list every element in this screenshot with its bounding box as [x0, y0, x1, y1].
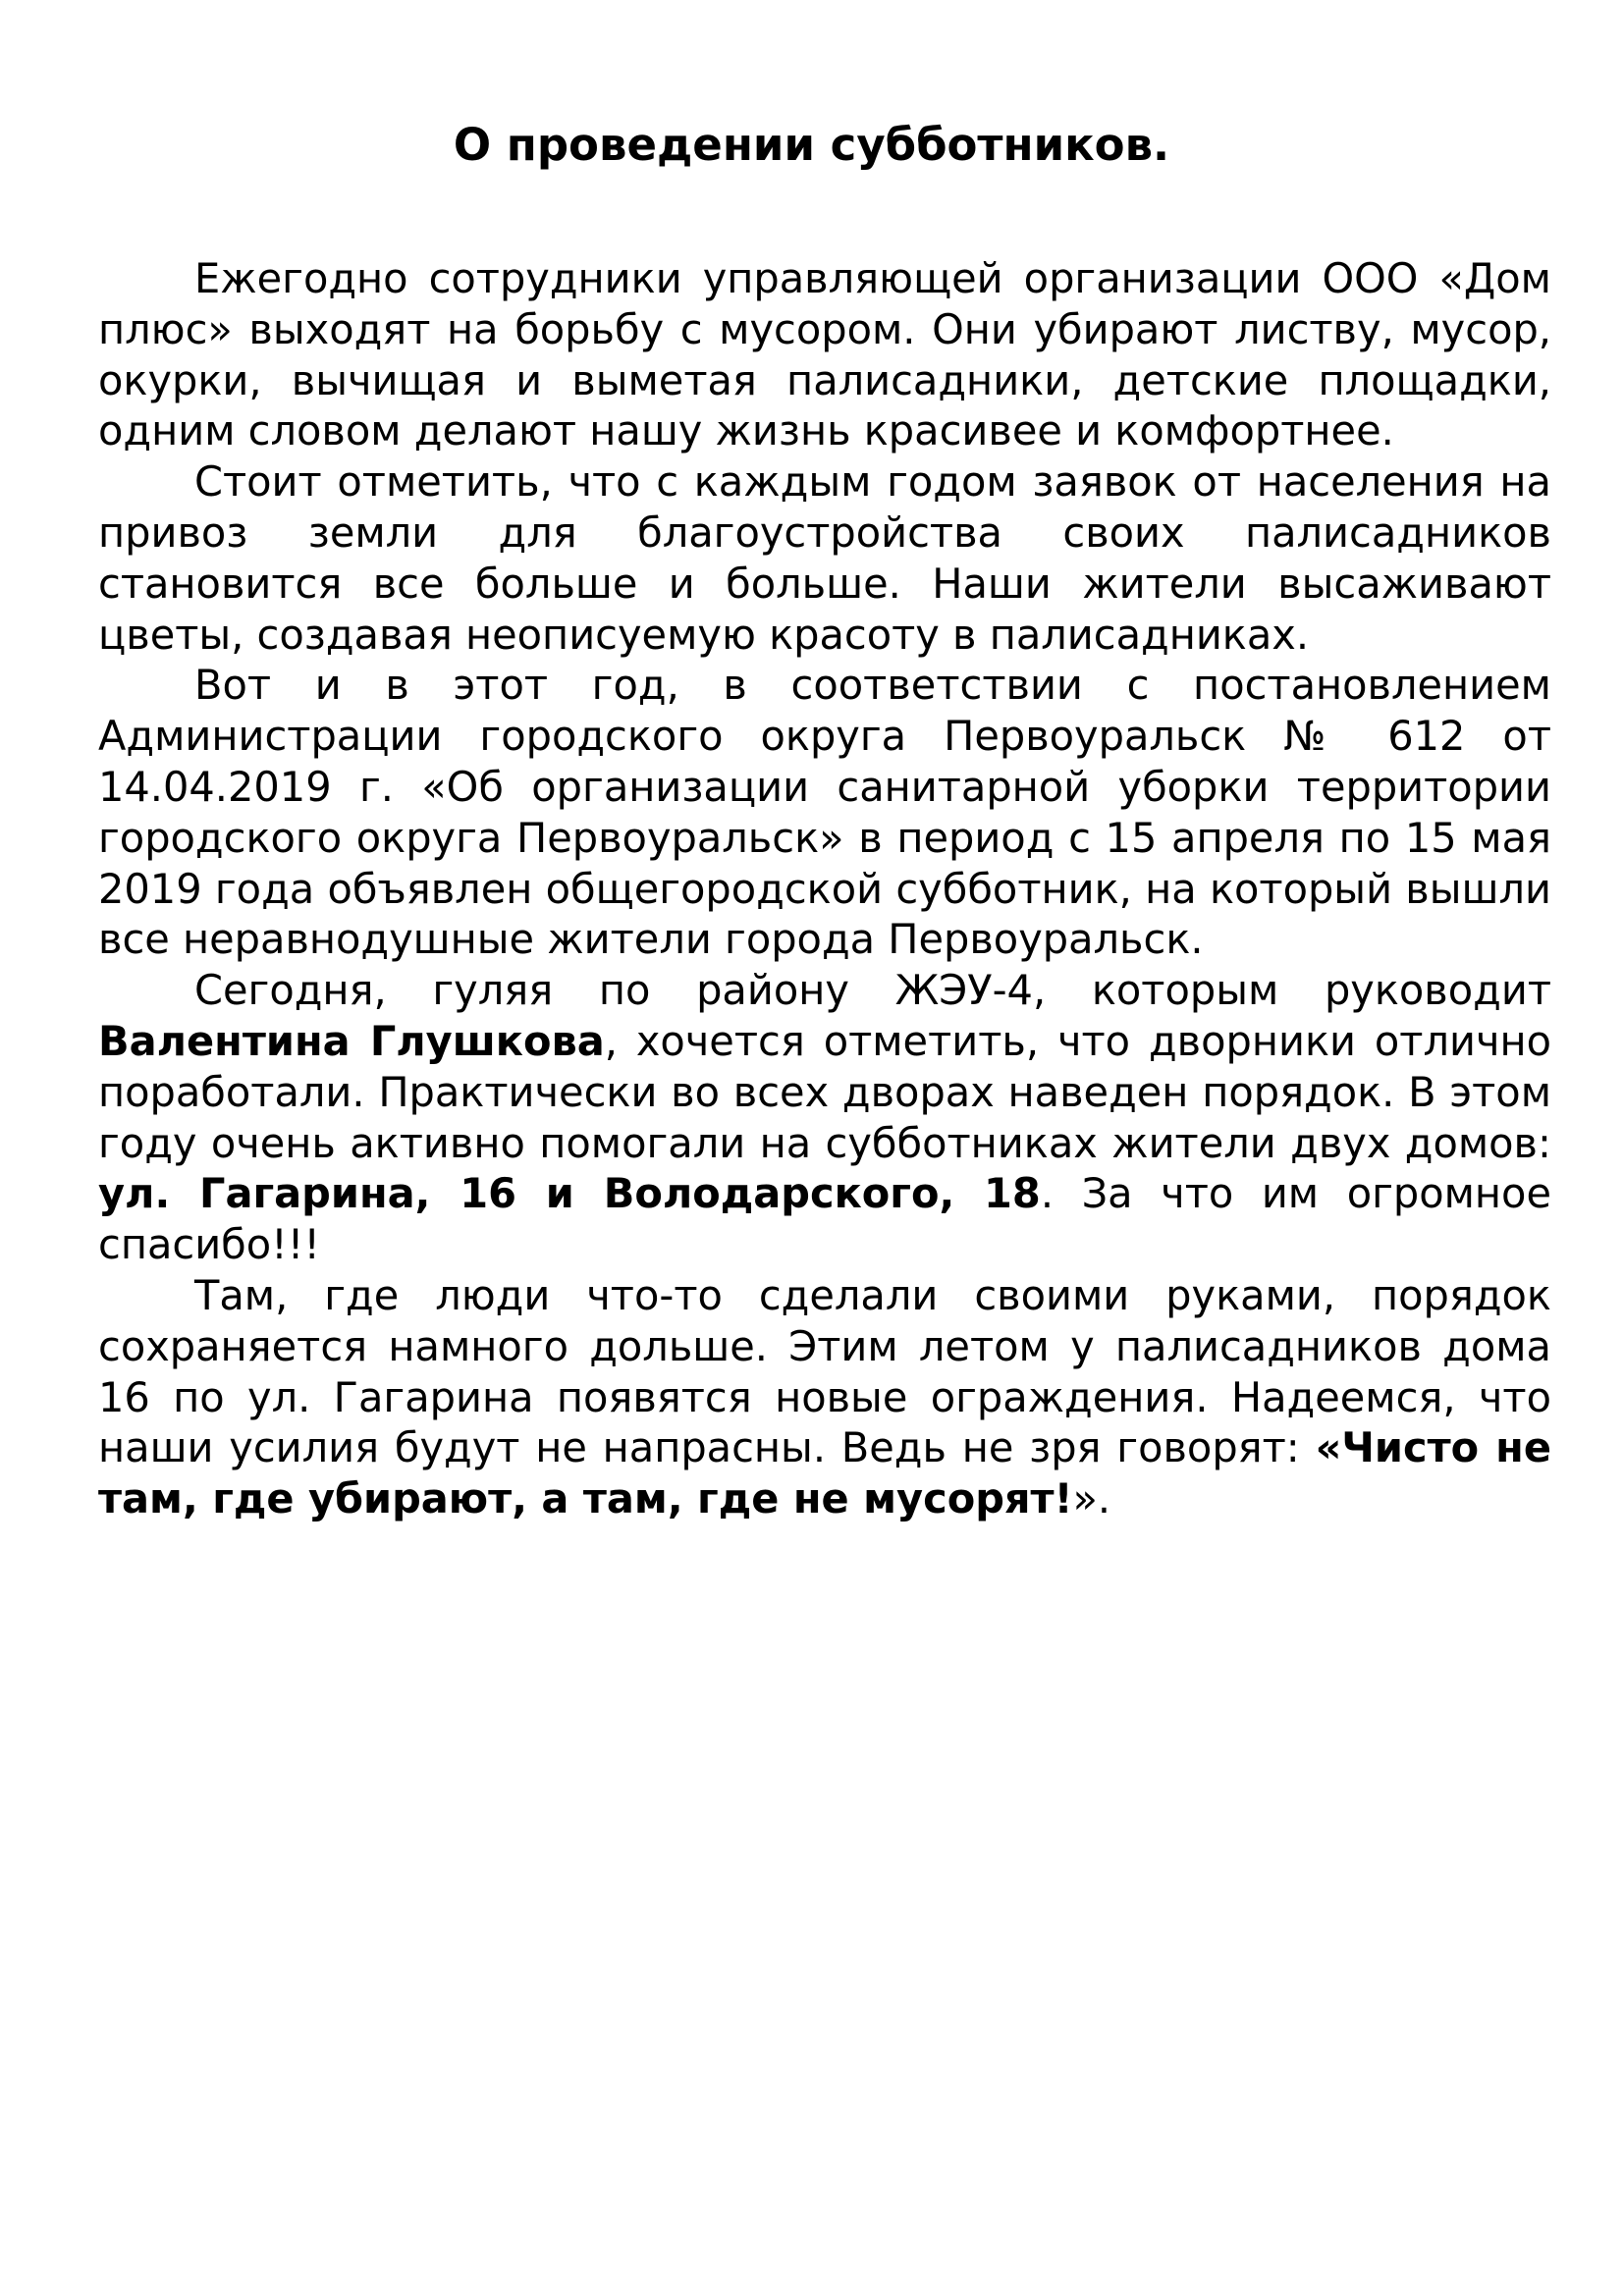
paragraph-4	[98, 965, 1551, 1270]
paragraph-5	[98, 1270, 1551, 1524]
addresses: ул. Гагарина, 16 и Володарского, 18	[98, 1169, 1041, 1218]
document-title: О проведении субботников.	[453, 119, 1170, 171]
manager-name: Валентина Глушкова	[98, 1016, 605, 1065]
paragraph-2: Стоит отметить, что с каждым годом заявок от населения на привоз земли для благоустройства своих палисадников становится все больше и больше. Наши жители высаживают цветы, создавая неописуемую красоту в палисадниках.	[98, 457, 1551, 659]
closing-quote: «Чисто не там, где убирают, а там, где не мусорят!	[98, 1423, 1551, 1523]
paragraph-5-text-2: ».	[1072, 1474, 1111, 1523]
paragraph-4-text-2: , хочется отметить, что дворники отлично поработали. Практически во всех дворах наведен порядок. В этом году очень активно помогали на субботниках жители двух домов:	[98, 1016, 1551, 1167]
paragraph-1: Ежегодно сотрудники управляющей организации ООО «Дом плюс» выходят на борьбу с мусором. Они убирают листву, мусор, окурки, вычищая и выметая палисадники, детские площадки, одним словом делают нашу жизнь красивее и комфортнее.	[98, 254, 1551, 455]
paragraph-5-text-1: Там, где люди что-то сделали своими руками, порядок сохраняется намного дольше. Этим летом у палисадников дома 16 по ул. Гагарина появятся новые ограждения. Надеемся, что наши усилия будут не напрасны. Ведь не зря говорят:	[98, 1270, 1551, 1472]
paragraph-4-text-1: Сегодня, гуляя по району ЖЭУ-4, которым руководит	[194, 966, 1551, 1015]
document-body	[98, 253, 1551, 1524]
paragraph-3: Вот и в этот год, в соответствии с постановлением Администрации городского округа Первоуральск № 612 от 14.04.2019 г. «Об организации санитарной уборки территории городского округа Первоуральск» в период с 15 апреля по 15 мая 2019 года объявлен общегородской субботник, на который вышли все неравнодушные жители города Первоуральск.	[98, 661, 1551, 964]
paragraph-4-text-3: . За что им огромное спасибо!!!	[98, 1169, 1551, 1269]
